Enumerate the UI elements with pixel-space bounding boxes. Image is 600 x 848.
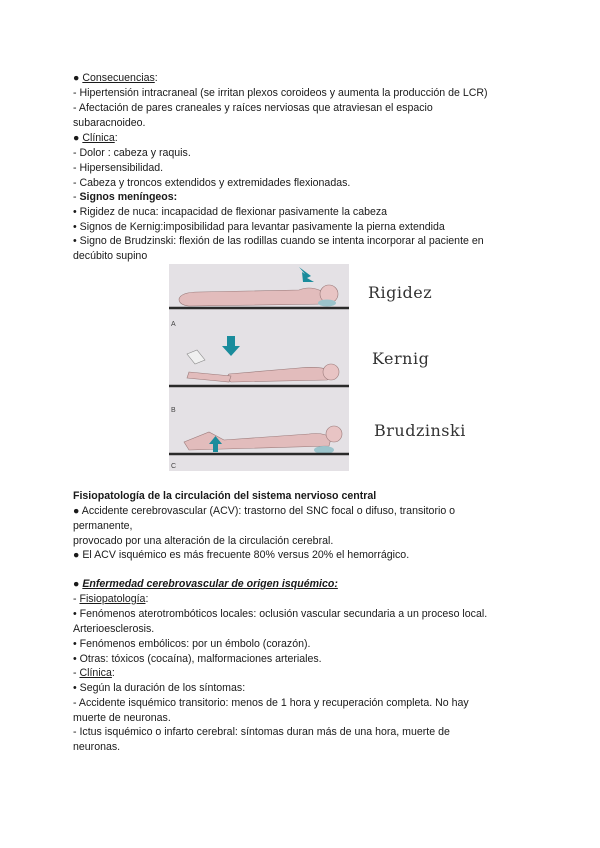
panel-letter-b: B: [171, 407, 176, 414]
bullet: ●: [73, 578, 83, 590]
panel-b-kernig: [169, 336, 349, 414]
clinica2-item: - Accidente isquémico transitorio: menos de 1 hora y recuperación completa. No hay: [73, 697, 469, 709]
clinica-item: - Hipersensibilidad.: [73, 162, 164, 174]
consecuencias-label: Consecuencias: [82, 72, 155, 84]
clinica2-item: • Según la duración de los síntomas:: [73, 682, 246, 694]
acv-line: provocado por una alteración de la circulación cerebral.: [73, 535, 334, 547]
handwritten-label-brudzinski: Brudzinski: [374, 421, 466, 440]
clinica-label: Clínica: [82, 132, 115, 144]
fisio-item: • Otras: tóxicos (cocaína), malformaciones arteriales.: [73, 653, 322, 665]
signos-item: decúbito supino: [73, 250, 148, 262]
fisio-heading: [73, 592, 148, 606]
clinica2-item: - Ictus isquémico o infarto cerebral: síntomas duran más de una hora, muerte de: [73, 726, 450, 738]
panel-letter-a: A: [171, 321, 176, 328]
handwritten-label-kernig: Kernig: [372, 349, 430, 368]
acv-line: ● El ACV isquémico es más frecuente 80% versus 20% el hemorrágico.: [73, 549, 410, 561]
clinica2-label: Clínica: [79, 667, 112, 679]
acv-line: permanente,: [73, 520, 133, 532]
dash: -: [73, 593, 80, 605]
handwritten-label-rigidez: Rigidez: [368, 283, 433, 302]
signos-item: • Signo de Brudzinski: flexión de las rodillas cuando se intenta incorporar al paciente en: [73, 235, 484, 247]
panel-letter-c: C: [171, 463, 177, 470]
colon: :: [111, 667, 115, 679]
consecuencias-heading: [73, 71, 158, 85]
signos-item: • Signos de Kernig:imposibilidad para levantar pasivamente la pierna extendida: [73, 221, 445, 233]
signos-heading: [73, 190, 177, 204]
consec-item: - Afectación de pares craneales y raíces nerviosas que atraviesan el espacio: [73, 102, 433, 114]
clinica-heading: [73, 131, 118, 145]
arrow-icon: [222, 336, 240, 356]
arrow-icon: [299, 267, 314, 282]
fisio-item: Arterioesclerosis.: [73, 623, 155, 635]
bullet: ●: [73, 72, 83, 84]
consec-item: - Hipertensión intracraneal (se irritan plexos coroideos y aumenta la producción de LCR): [73, 87, 488, 99]
section-title: Fisiopatología de la circulación del sistema nervioso central: [73, 490, 377, 502]
signos-label: Signos meníngeos:: [79, 191, 178, 203]
bullet: ●: [73, 132, 83, 144]
panel-a-rigidez: [169, 267, 349, 328]
dash: -: [73, 191, 80, 203]
fisio-item: • Fenómenos embólicos: por un émbolo (corazón).: [73, 638, 311, 650]
clinica-item: - Dolor : cabeza y raquis.: [73, 147, 191, 159]
isquemico-heading-label: Enfermedad cerebrovascular de origen isquémico:: [82, 578, 338, 590]
panel-c-brudzinski: [169, 426, 349, 470]
signos-item: • Rigidez de nuca: incapacidad de flexionar pasivamente la cabeza: [73, 206, 388, 218]
isquemico-heading: [73, 577, 338, 591]
clinica2-item: neuronas.: [73, 741, 121, 753]
fisio-label: Fisiopatología: [79, 593, 146, 605]
clinica2-item: muerte de neuronas.: [73, 712, 171, 724]
colon: :: [145, 593, 149, 605]
consec-item: subaracnoideo.: [73, 117, 146, 129]
fisio-item: • Fenómenos aterotrombóticos locales: oclusión vascular secundaria a un proceso local.: [73, 608, 488, 620]
dash: -: [73, 667, 80, 679]
acv-line: ● Accidente cerebrovascular (ACV): trastorno del SNC focal o difuso, transitorio o: [73, 505, 456, 517]
clinica2-heading: [73, 666, 115, 680]
colon: :: [114, 132, 118, 144]
clinica-item: - Cabeza y troncos extendidos y extremidades flexionadas.: [73, 177, 351, 189]
meningeal-signs-illustration: [169, 264, 349, 471]
meningeal-signs-figure: [169, 264, 349, 471]
colon: :: [154, 72, 158, 84]
